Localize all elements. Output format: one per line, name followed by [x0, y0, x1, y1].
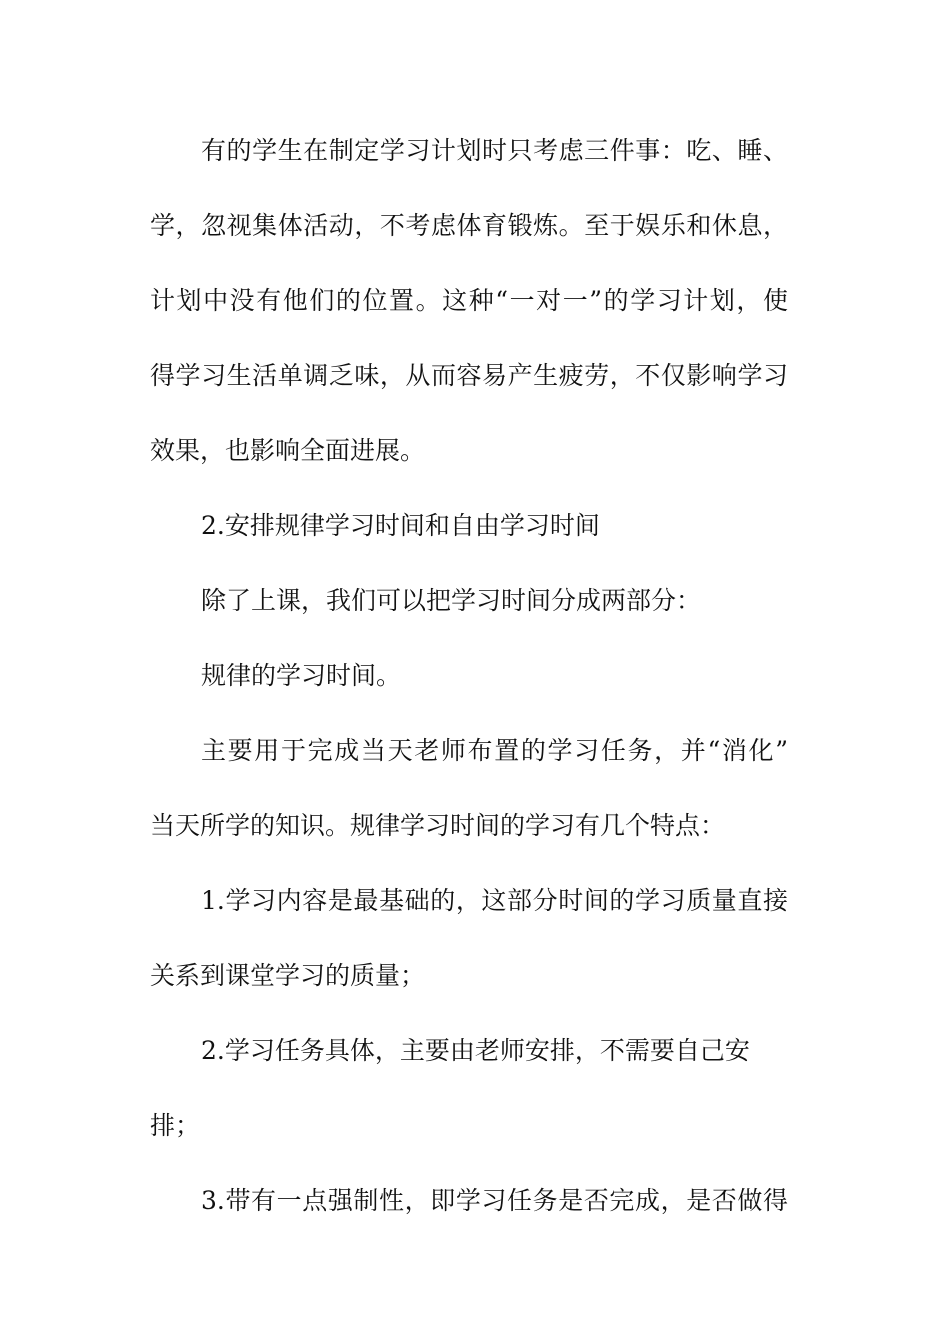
section-heading: 2.安排规律学习时间和自由学习时间: [201, 511, 600, 540]
paragraph-line: 学，忽视集体活动，不考虑体育锻炼。至于娱乐和休息，: [150, 211, 788, 240]
list-item-line: 1.学习内容是最基础的，这部分时间的学习质量直接: [201, 886, 788, 915]
list-item-line: 3.带有一点强制性，即学习任务是否完成，是否做得: [201, 1186, 788, 1215]
paragraph-line: 除了上课，我们可以把学习时间分成两部分：: [201, 586, 702, 615]
paragraph-line: 有的学生在制定学习计划时只考虑三件事：吃、睡、: [201, 136, 788, 165]
paragraph-line: 效果，也影响全面进展。: [150, 436, 426, 465]
list-item-line: 排；: [150, 1111, 201, 1140]
paragraph-line: 计划中没有他们的位置。这种“一对一”的学习计划，使: [150, 286, 788, 315]
paragraph-line: 得学习生活单调乏味，从而容易产生疲劳，不仅影响学习: [150, 361, 788, 390]
paragraph-line: 当天所学的知识。规律学习时间的学习有几个特点：: [150, 811, 726, 840]
list-item-line: 关系到课堂学习的质量；: [150, 961, 426, 990]
paragraph-line: 规律的学习时间。: [201, 661, 402, 690]
list-item-line: 2.学习任务具体，主要由老师安排，不需要自己安: [201, 1036, 750, 1065]
paragraph-line: 主要用于完成当天老师布置的学习任务，并“消化”: [201, 736, 788, 765]
